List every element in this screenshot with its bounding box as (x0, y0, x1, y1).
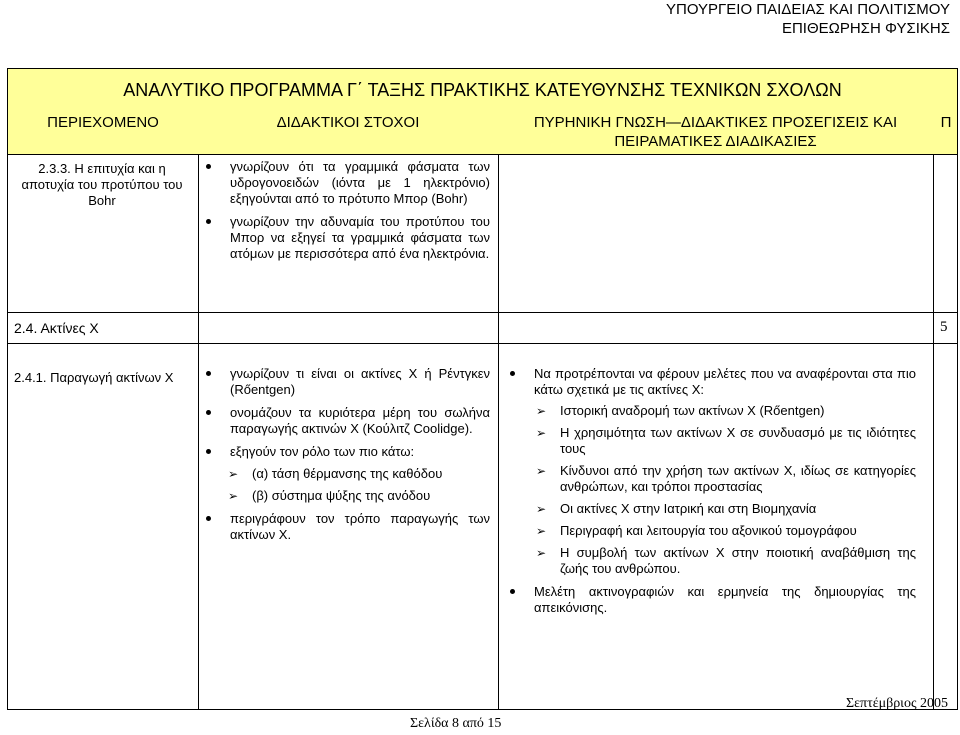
approach-item (506, 366, 916, 577)
row1-content: 2.3.3. Η επιτυχία και η αποτυχία του προτύπου του Bohr (21, 161, 183, 208)
row1-objectives (202, 159, 490, 269)
approach-text: Να προτρέπονται να φέρουν μελέτες που να αναφέρονται στα πιο κάτω σχετικά με τις ακτίνες Χ: (534, 366, 916, 397)
row2-approaches (506, 366, 916, 623)
row2-objectives (202, 366, 490, 550)
objective-item: γνωρίζουν ότι τα γραμμικά φάσματα των υδρογονοειδών (ιόντα με 1 ηλεκτρόνιο) εξηγούνται από το πρότυπο Μπορ (Bohr) (202, 159, 490, 207)
title-band (8, 69, 957, 110)
objective-text: εξηγούν τον ρόλο των πιο κάτω: (230, 444, 415, 459)
column-headers (8, 109, 957, 155)
column-divider (198, 360, 199, 710)
objective-item: περιγράφουν τον τρόπο παραγωγής των ακτίνων Χ. (202, 511, 490, 543)
objective-item: γνωρίζουν την αδυναμία του προτύπου του Μπορ να εξηγεί τα γραμμικά φάσματα των ατόμων με περισσότερα από ένα ηλεκτρόνια. (202, 214, 490, 262)
column-header-content: ΠΕΡΙΕΧΟΜΕΝΟ (47, 114, 159, 131)
column-header-approaches: ΠΥΡΗΝΙΚΗ ΓΝΩΣΗ—ΔΙΔΑΚΤΙΚΕΣ ΠΡΟΣΕΓΙΣΕΙΣ ΚΑΙ ΠΕΙΡΑΜΑΤΙΚΕΣ ΔΙΑΔΙΚΑΣΙΕΣ (533, 114, 898, 150)
page-number: Σελίδα 8 από 15 (410, 716, 502, 731)
objective-subitem: ➢ (α) τάση θέρμανσης της καθόδου (226, 466, 490, 482)
objective-item: γνωρίζουν τι είναι οι ακτίνες Χ ή Ρέντγκεν (Rőentgen) (202, 366, 490, 398)
ministry-name: ΥΠΟΥΡΓΕΙΟ ΠΑΙΔΕΙΑΣ ΚΑΙ ΠΟΛΙΤΙΣΜΟΥ (666, 1, 950, 18)
column-header-periods: Π (940, 114, 952, 131)
document-header (666, 0, 950, 38)
footer-date: Σεπτέμβριος 2005 (845, 696, 948, 711)
department-name: ΕΠΙΘΕΩΡΗΣΗ ΦΥΣΙΚΗΣ (781, 20, 950, 37)
approach-subitem: ➢ Περιγραφή και λειτουργία του αξονικού τομογράφου (534, 523, 916, 539)
curriculum-table (7, 68, 958, 710)
column-divider (933, 360, 934, 710)
page-title: ΑΝΑΛΥΤΙΚΟ ΠΡΟΓΡΑΜΜΑ Γ΄ ΤΑΞΗΣ ΠΡΑΚΤΙΚΗΣ ΚΑΤΕΥΘΥΝΣΗΣ ΤΕΧΝΙΚΩΝ ΣΧΟΛΩΝ (123, 80, 842, 100)
approach-item: Μελέτη ακτινογραφιών και ερμηνεία της δημιουργίας της απεικόνισης. (506, 584, 916, 616)
section-title: 2.4. Ακτίνες Χ (14, 320, 99, 336)
objective-item: ονομάζουν τα κυριότερα μέρη του σωλήνα παραγωγής ακτινών Χ (Κούλιτζ Coolidge). (202, 405, 490, 437)
approach-subitem: ➢ Κίνδυνοι από την χρήση των ακτίνων Χ, ιδίως σε κατηγορίες ανθρώπων, και τρόποι προστασίας (534, 463, 916, 495)
approach-subitem: ➢ Ιστορική αναδρομή των ακτίνων Χ (Rőentgen) (534, 403, 916, 419)
column-header-objectives: ΔΙΔΑΚΤΙΚΟΙ ΣΤΟΧΟΙ (276, 114, 420, 131)
section-periods: 5 (940, 319, 948, 335)
approach-subitem: ➢ Η χρησιμότητα των ακτίνων Χ σε συνδυασμό με τις ιδιότητες τους (534, 425, 916, 457)
approach-subitem: ➢ Η συμβολή των ακτίνων Χ στην ποιοτική αναβάθμιση της ζωής του ανθρώπου. (534, 545, 916, 577)
column-divider (498, 360, 499, 710)
section-row (8, 312, 957, 344)
objective-item (202, 444, 490, 504)
objective-subitem: ➢ (β) σύστημα ψύξης της ανόδου (226, 488, 490, 504)
approach-subitem: ➢ Οι ακτίνες Χ στην Ιατρική και στη Βιομηχανία (534, 501, 916, 517)
row2-content: 2.4.1. Παραγωγή ακτίνων Χ (14, 370, 174, 385)
